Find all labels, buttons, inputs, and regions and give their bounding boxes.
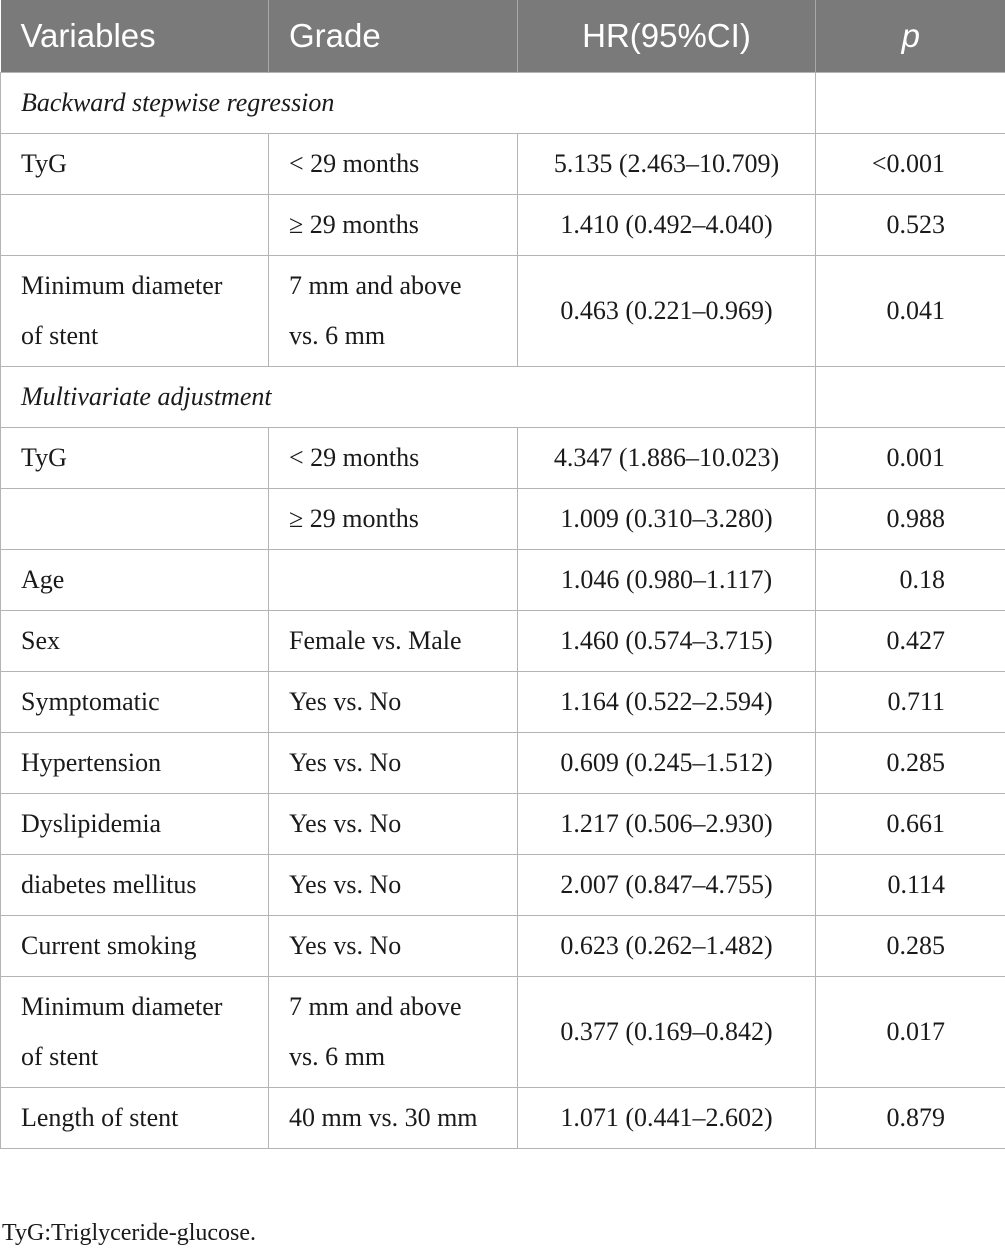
table-row — [1, 855, 1005, 916]
cell-variable: Length of stent — [1, 1088, 269, 1149]
cell-p-value: 0.988 — [816, 489, 1005, 550]
table-row — [1, 1088, 1005, 1149]
cell-p-value: 0.879 — [816, 1088, 1005, 1149]
cell-variable: Age — [1, 550, 269, 611]
table-row — [1, 977, 1005, 1088]
cell-hr: 1.009 (0.310–3.280) — [518, 489, 816, 550]
cell-hr: 1.410 (0.492–4.040) — [518, 195, 816, 256]
cell-grade: 7 mm and above vs. 6 mm — [269, 977, 518, 1088]
cell-grade: Female vs. Male — [269, 611, 518, 672]
cell-variable: Hypertension — [1, 733, 269, 794]
cell-hr: 1.164 (0.522–2.594) — [518, 672, 816, 733]
table-header — [1, 0, 1005, 73]
cell-p-value: 0.285 — [816, 733, 1005, 794]
cell-hr: 4.347 (1.886–10.023) — [518, 428, 816, 489]
cell-variable: diabetes mellitus — [1, 855, 269, 916]
cell-variable: Minimum diameter of stent — [1, 256, 269, 367]
cell-variable: TyG — [1, 428, 269, 489]
table-row — [1, 794, 1005, 855]
cell-hr: 0.377 (0.169–0.842) — [518, 977, 816, 1088]
cell-p-value: 0.017 — [816, 977, 1005, 1088]
table-row — [1, 134, 1005, 195]
cell-p-value: 0.523 — [816, 195, 1005, 256]
cell-grade: < 29 months — [269, 134, 518, 195]
cell-variable: Symptomatic — [1, 672, 269, 733]
cell-variable — [1, 195, 269, 256]
cell-hr: 5.135 (2.463–10.709) — [518, 134, 816, 195]
cell-variable: Dyslipidemia — [1, 794, 269, 855]
header-hr: HR(95%CI) — [518, 0, 816, 73]
cell-variable: Sex — [1, 611, 269, 672]
table-body — [1, 73, 1005, 1149]
section-row — [1, 367, 1005, 428]
cell-grade: Yes vs. No — [269, 855, 518, 916]
cell-p-value: 0.285 — [816, 916, 1005, 977]
table-row — [1, 489, 1005, 550]
cell-variable: Current smoking — [1, 916, 269, 977]
table-row — [1, 550, 1005, 611]
cell-hr: 1.071 (0.441–2.602) — [518, 1088, 816, 1149]
cell-variable: Minimum diameter of stent — [1, 977, 269, 1088]
cell-grade: < 29 months — [269, 428, 518, 489]
table-footnote: TyG:Triglyceride-glucose. — [2, 1220, 257, 1246]
table-row — [1, 195, 1005, 256]
table-row — [1, 428, 1005, 489]
cell-grade: Yes vs. No — [269, 916, 518, 977]
cell-variable — [1, 489, 269, 550]
cell-variable: TyG — [1, 134, 269, 195]
header-p: p — [816, 0, 1005, 73]
table-row — [1, 916, 1005, 977]
cell-hr: 2.007 (0.847–4.755) — [518, 855, 816, 916]
header-row — [1, 0, 1005, 73]
cell-grade: Yes vs. No — [269, 672, 518, 733]
section-p-cell — [816, 367, 1005, 428]
cell-p-value: 0.711 — [816, 672, 1005, 733]
header-variables: Variables — [1, 0, 269, 73]
cell-grade — [269, 550, 518, 611]
cell-grade: Yes vs. No — [269, 733, 518, 794]
cell-p-value: 0.041 — [816, 256, 1005, 367]
cell-hr: 0.463 (0.221–0.969) — [518, 256, 816, 367]
cell-p-value: <0.001 — [816, 134, 1005, 195]
cell-grade: 40 mm vs. 30 mm — [269, 1088, 518, 1149]
table-row — [1, 256, 1005, 367]
cell-grade: 7 mm and above vs. 6 mm — [269, 256, 518, 367]
cell-hr: 1.046 (0.980–1.117) — [518, 550, 816, 611]
cell-grade: ≥ 29 months — [269, 195, 518, 256]
section-p-cell — [816, 73, 1005, 134]
section-row — [1, 73, 1005, 134]
cell-p-value: 0.18 — [816, 550, 1005, 611]
section-title: Multivariate adjustment — [1, 367, 816, 428]
cell-p-value: 0.427 — [816, 611, 1005, 672]
cell-hr: 1.460 (0.574–3.715) — [518, 611, 816, 672]
cell-grade: Yes vs. No — [269, 794, 518, 855]
table-row — [1, 672, 1005, 733]
cell-p-value: 0.114 — [816, 855, 1005, 916]
cell-hr: 1.217 (0.506–2.930) — [518, 794, 816, 855]
section-title: Backward stepwise regression — [1, 73, 816, 134]
cell-p-value: 0.001 — [816, 428, 1005, 489]
cell-hr: 0.609 (0.245–1.512) — [518, 733, 816, 794]
cell-hr: 0.623 (0.262–1.482) — [518, 916, 816, 977]
table-row — [1, 733, 1005, 794]
cell-grade: ≥ 29 months — [269, 489, 518, 550]
cell-p-value: 0.661 — [816, 794, 1005, 855]
table-row — [1, 611, 1005, 672]
header-grade: Grade — [269, 0, 518, 73]
